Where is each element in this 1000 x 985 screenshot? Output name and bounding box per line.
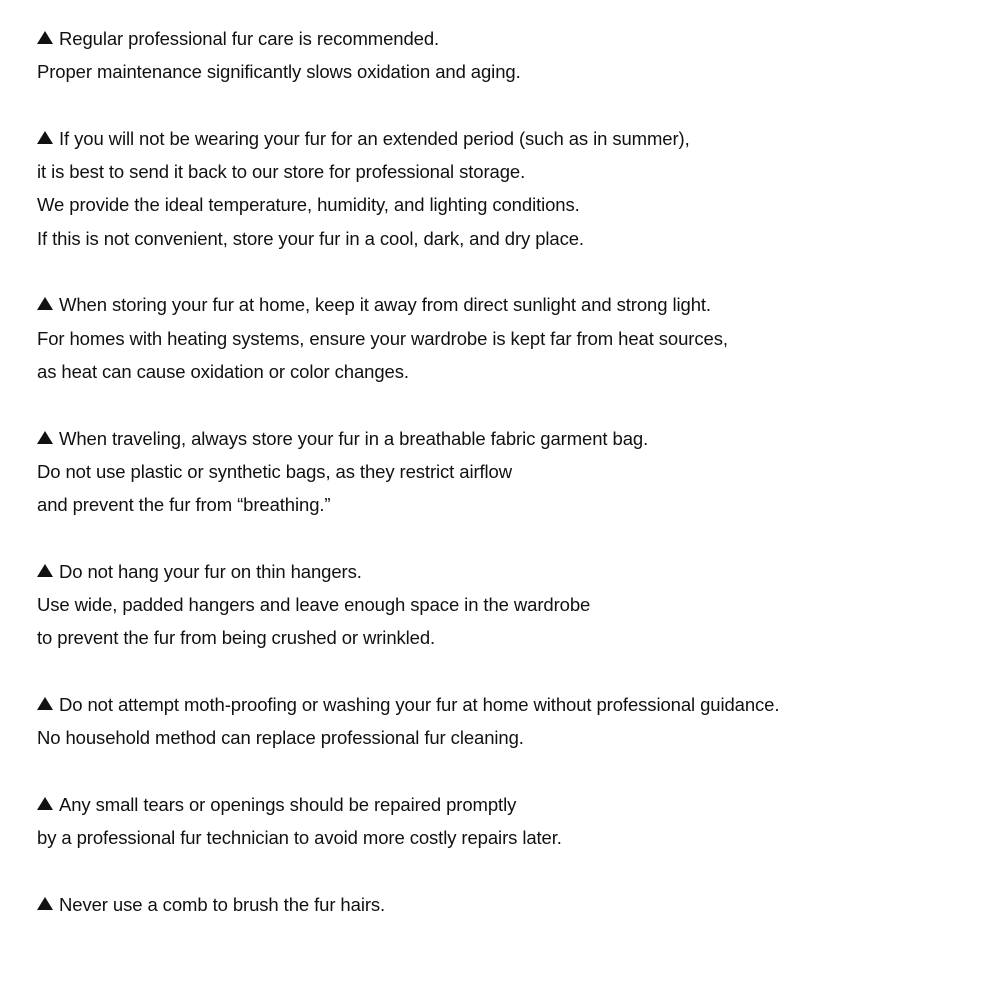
tip-line: to prevent the fur from being crushed or wrinkled. (37, 627, 436, 649)
tip-lead-text: Do not hang your fur on thin hangers. (59, 560, 362, 582)
care-tip-hangers (37, 555, 977, 655)
care-tip-traveling (37, 422, 977, 522)
tip-lead (37, 555, 977, 588)
care-tip-professional-care (37, 22, 977, 89)
tip-lead-text: Do not attempt moth-proofing or washing your fur at home without professional guidance. (59, 693, 780, 715)
tip-line: it is best to send it back to our store for professional storage. (37, 161, 526, 183)
tip-line: For homes with heating systems, ensure your wardrobe is kept far from heat sources, (37, 327, 728, 349)
tip-line: as heat can cause oxidation or color changes. (37, 360, 409, 382)
tip-line: No household method can replace professional fur cleaning. (37, 727, 524, 749)
care-tip-cleaning (37, 688, 977, 755)
tip-line: If this is not convenient, store your fur in a cool, dark, and dry place. (37, 227, 584, 249)
triangle-bullet-icon (37, 897, 53, 910)
tip-lead-text: Never use a comb to brush the fur hairs. (59, 893, 386, 915)
tip-line: and prevent the fur from “breathing.” (37, 494, 331, 516)
triangle-bullet-icon (37, 297, 53, 310)
tip-lead (37, 422, 977, 455)
tip-lead-text: Any small tears or openings should be repaired promptly (59, 793, 517, 815)
tip-lead-text: Regular professional fur care is recommended. (59, 28, 440, 49)
care-tip-repairs (37, 788, 977, 855)
care-tip-home-storage (37, 288, 977, 388)
tip-lead (37, 288, 977, 321)
fur-care-instructions (37, 22, 977, 954)
triangle-bullet-icon (37, 431, 53, 444)
triangle-bullet-icon (37, 131, 53, 144)
tip-lead-text: When traveling, always store your fur in a breathable fabric garment bag. (59, 427, 649, 449)
tip-lead (37, 888, 977, 921)
tip-line: by a professional fur technician to avoid more costly repairs later. (37, 827, 562, 849)
care-tip-storage (37, 122, 977, 255)
tip-lead (37, 788, 977, 821)
triangle-bullet-icon (37, 697, 53, 710)
triangle-bullet-icon (37, 31, 53, 44)
tip-lead (37, 688, 977, 721)
tip-line: Proper maintenance significantly slows oxidation and aging. (37, 61, 521, 83)
tip-line: We provide the ideal temperature, humidity, and lighting conditions. (37, 194, 580, 216)
triangle-bullet-icon (37, 797, 53, 810)
tip-lead-text: When storing your fur at home, keep it away from direct sunlight and strong light. (59, 294, 711, 316)
care-tip-comb (37, 888, 977, 921)
tip-lead (37, 122, 977, 155)
triangle-bullet-icon (37, 564, 53, 577)
tip-line: Do not use plastic or synthetic bags, as they restrict airflow (37, 460, 513, 482)
tip-line: Use wide, padded hangers and leave enough space in the wardrobe (37, 594, 591, 616)
tip-lead (37, 22, 977, 55)
tip-lead-text: If you will not be wearing your fur for an extended period (such as in summer), (59, 127, 690, 149)
